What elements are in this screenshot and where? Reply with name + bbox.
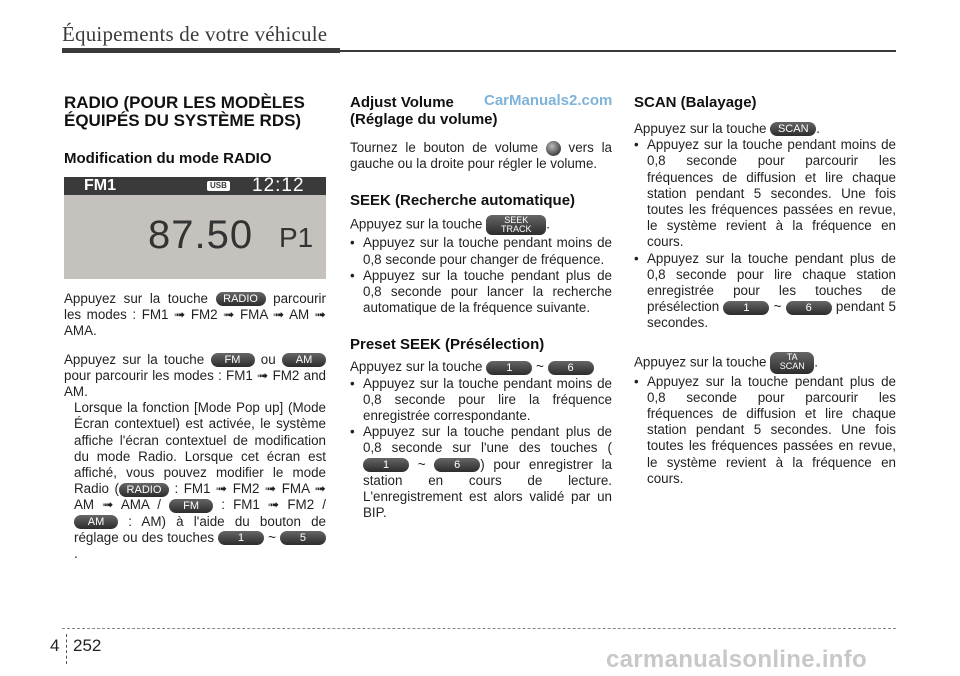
list-item: • Appuyez sur la touche pendant moins de 0,8 seconde pour lire la fréquence enregistrée correspondante. — [350, 376, 612, 425]
list-item: • Appuyez sur la touche pendant moins de 0,8 seconde pour parcourir les fréquences de diffusion et lire chaque station pendant 5 secondes. Une fois toutes les fréquences passées en revue, le système revient à la fréquence en cours. — [634, 137, 896, 250]
seek-intro: Appuyez sur la touche SEEK TRACK . — [350, 215, 550, 235]
column-radio-mode — [64, 94, 326, 562]
header-title: Équipements de votre véhicule — [62, 22, 328, 46]
am-key-icon: AM — [74, 515, 118, 529]
am-key-icon: AM — [282, 353, 326, 367]
text-fragment: pour parcourir les modes : FM1 ➟ FM2 and AM. — [64, 367, 326, 400]
section-title-radio: RADIO (POUR LES MODÈLES ÉQUIPÉS DU SYSTÈME RDS) — [64, 93, 305, 130]
text-fragment: (Réglage du volume) — [350, 111, 498, 128]
popup-mode-paragraph — [64, 400, 326, 562]
list-item: • Appuyez sur la touche pendant plus de 0,8 seconde pour lancer la recherche automatique de la fréquence suivante. — [350, 268, 612, 317]
track-label: TRACK — [500, 224, 532, 235]
text-fragment: ou — [260, 351, 276, 367]
preset-intro — [350, 359, 612, 375]
tilde: ~ — [535, 359, 544, 375]
text-fragment: ) pour enregistrer la station en cours de lecture. L'enregistrement est alors validé par un BIP. — [363, 456, 612, 521]
text-fragment: Appuyez sur la touche — [634, 121, 767, 136]
scan-intro: Appuyez sur la touche SCAN . — [634, 121, 820, 136]
section-title-seek: SEEK (Recherche automatique) — [350, 192, 576, 210]
text-fragment: pendant 5 secondes. — [647, 299, 896, 331]
lcd-preset: P1 — [279, 222, 314, 253]
text-fragment: Appuyez sur la touche pendant plus de 0,8 seconde sur l'une des touches ( — [363, 424, 612, 456]
header-rule — [62, 48, 340, 53]
lcd-frequency: 87.50 — [148, 213, 254, 257]
footer-rule — [62, 628, 896, 630]
section-title-volume — [350, 94, 612, 128]
watermark-bottom: carmanualsonline.info — [606, 646, 868, 673]
preset-6-key-icon: 6 — [786, 301, 832, 315]
preset-bullets — [350, 376, 612, 522]
list-item: • Appuyez sur la touche pendant moins de 0,8 seconde pour changer de fréquence. — [350, 235, 612, 267]
list-item — [634, 251, 896, 332]
ta-scan-intro: Appuyez sur la touche TA SCAN . — [634, 352, 896, 374]
section-title-scan: SCAN (Balayage) — [634, 94, 757, 111]
column-volume-seek — [350, 94, 612, 521]
tilde: ~ — [773, 299, 782, 315]
list-item: • Appuyez sur la touche pendant plus de 0,8 seconde pour parcourir les fréquences de diffusion et lire chaque station pendant 5 secondes. Une fois toutes les fréquences passées en revue, le système revient à la fréquence en cours. — [634, 374, 896, 487]
preset-6-key-icon: 6 — [548, 361, 594, 375]
seek-bullets — [350, 235, 612, 316]
text-fragment: : FM1 ➟ FM2 / — [221, 497, 326, 513]
lcd-usb-icon: USB — [207, 181, 230, 191]
tilde: ~ — [268, 529, 276, 545]
text-fragment: Appuyez sur la touche — [64, 351, 205, 367]
radio-key-icon: RADIO — [119, 483, 169, 497]
preset-6-key-icon: 6 — [434, 458, 480, 472]
text-fragment: Appuyez sur la touche pendant plus de 0,8 seconde pour lire chaque station enregistrée pour les touches de présélection — [647, 250, 896, 315]
preset-5-key-icon: 5 — [280, 531, 326, 545]
tilde: ~ — [417, 456, 426, 472]
chapter-number: 4 — [50, 636, 60, 655]
radio-mode-paragraph — [64, 291, 326, 340]
text-fragment: Appuyez sur la touche — [634, 354, 767, 370]
watermark-top: CarManuals2.com — [484, 92, 613, 109]
header-rule-thin — [340, 50, 896, 52]
fm-am-paragraph — [64, 352, 326, 401]
text-fragment: parcourir les modes : FM1 ➟ FM2 ➟ FMA ➟ AM ➟ AMA. — [64, 291, 326, 339]
ta-label: TA — [786, 351, 798, 362]
radio-lcd-display — [64, 177, 326, 279]
seek-label: SEEK — [504, 215, 529, 226]
volume-paragraph — [350, 140, 612, 172]
text-fragment: Appuyez sur la touche — [64, 291, 209, 306]
preset-1-key-icon: 1 — [486, 361, 532, 375]
text-fragment: vers la gauche ou la droite pour régler le volume. — [350, 140, 612, 172]
radio-key-icon: RADIO — [216, 292, 266, 306]
page-number: 252 — [73, 636, 102, 655]
list-item — [350, 424, 612, 521]
scan-bullets — [634, 137, 896, 331]
seek-track-key-icon — [486, 215, 546, 235]
text-fragment: : AM) à l'aide du bouton de réglage ou des touches — [74, 513, 326, 545]
preset-1-key-icon: 1 — [363, 458, 409, 472]
subsection-title-radio-mode: Modification du mode RADIO — [64, 150, 272, 167]
scan-key-icon: SCAN — [770, 122, 816, 136]
ta-scan-bullets — [634, 374, 896, 487]
text-fragment: Lorsque la fonction [Mode Pop up] (Mode Écran contextuel) est activée, le système affiche l'écran contextuel de modification du mode Radio. Lorsque cet écran est affiché, vous pouvez modifier le mode Radio ( — [74, 400, 326, 497]
fm-key-icon: FM — [211, 353, 255, 367]
text-fragment: Adjust Volume — [350, 94, 454, 111]
text-fragment: Appuyez sur la touche — [350, 216, 483, 232]
footer-separator — [66, 634, 68, 664]
text-fragment: : FM1 ➟ FM2 ➟ FMA ➟ AM ➟ AMA / — [74, 481, 326, 513]
text-fragment: . — [74, 546, 78, 562]
fm-key-icon: FM — [169, 499, 213, 513]
ta-scan-key-icon — [770, 352, 814, 374]
section-title-preset: Preset SEEK (Présélection) — [350, 336, 545, 354]
lcd-time: 12:12 — [252, 177, 305, 196]
volume-knob-icon — [546, 141, 561, 156]
preset-1-key-icon: 1 — [723, 301, 769, 315]
scan-label: SCAN — [779, 360, 805, 371]
text-fragment: Appuyez sur la touche — [350, 359, 483, 375]
lcd-band: FM1 — [84, 177, 116, 194]
preset-1-key-icon: 1 — [218, 531, 264, 545]
text-fragment: Tournez le bouton de volume — [350, 140, 539, 155]
column-scan — [634, 94, 896, 487]
